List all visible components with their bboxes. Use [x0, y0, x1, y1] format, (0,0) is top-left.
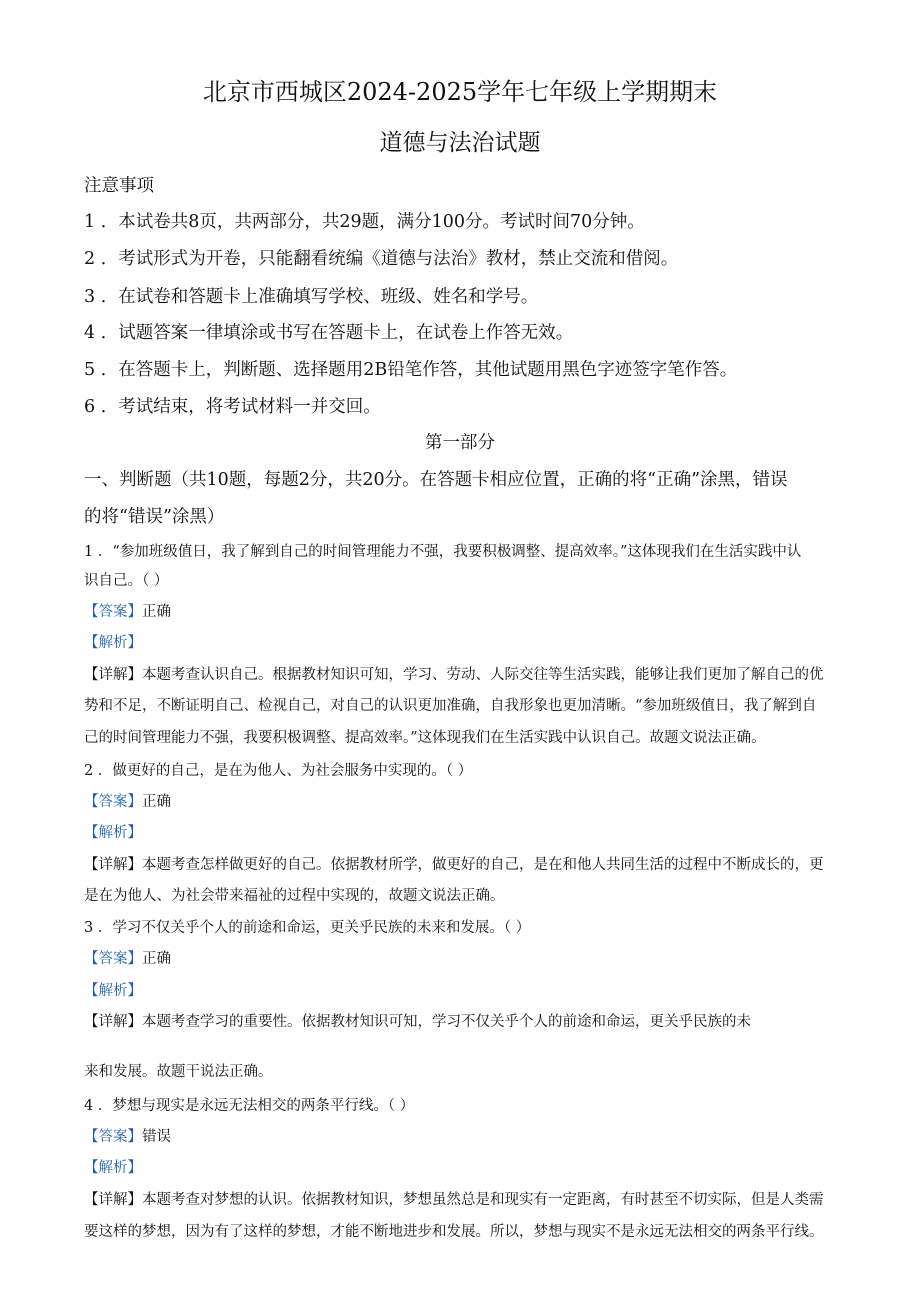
answer-value: 错误 [142, 1129, 171, 1145]
question-3: 3 ．学习不仅关乎个人的前途和命运，更关乎民族的未来和发展。（ ） [84, 920, 531, 936]
detail-row [84, 1188, 824, 1209]
detail-text: 势和不足，不断证明自己、检视自己，对自己的认识更加准确，自我形象也更加清晰。“参加班级值日，我了解到自 [84, 698, 817, 714]
section-heading-line1: 一、判断题（共10题，每题2分，共20分。在答题卡相应位置，正确的将“正确”涂黑，错误 [84, 470, 788, 490]
part-heading: 第一部分 [425, 433, 495, 453]
detail-row [84, 663, 824, 684]
detail-label: 【详解】 [84, 1014, 142, 1030]
answer-row [84, 790, 171, 811]
exam-title: 北京市西城区2024-2025学年七年级上学期期末 [202, 78, 718, 106]
note-item: 6 ．考试结束，将考试材料一并交回。 [84, 397, 381, 417]
note-item: 5 ．在答题卡上，判断题、选择题用2B铅笔作答，其他试题用黑色字迹签字笔作答。 [84, 360, 738, 380]
detail-text: 本题考查学习的重要性。依据教材知识可知，学习不仅关乎个人的前途和命运，更关乎民族的未 [142, 1014, 751, 1030]
question-1-line1: 1 ．“参加班级值日，我了解到自己的时间管理能力不强，我要积极调整、提高效率。”这体现我们在生活实践中认 [84, 544, 802, 560]
notes-heading: 注意事项 [84, 176, 154, 196]
detail-row [84, 1010, 751, 1031]
analysis-label: 【解析】 [84, 635, 142, 651]
answer-label: 【答案】 [84, 794, 142, 810]
detail-text: 己的时间管理能力不强，我要积极调整、提高效率。”这体现我们在生活实践中认识自己。故题文说法正确。 [84, 730, 766, 746]
question-2: 2 ．做更好的自己，是在为他人、为社会服务中实现的。（ ） [84, 763, 473, 779]
answer-row [84, 947, 171, 968]
answer-label: 【答案】 [84, 1129, 142, 1145]
answer-row [84, 1125, 171, 1146]
answer-label: 【答案】 [84, 604, 142, 620]
analysis-label: 【解析】 [84, 983, 142, 999]
analysis-label: 【解析】 [84, 825, 142, 841]
detail-text: 要这样的梦想，因为有了这样的梦想，才能不断地进步和发展。所以，梦想与现实不是永远无法相交的两条平行线。 [84, 1224, 824, 1240]
note-item: 2 ．考试形式为开卷，只能翻看统编《道德与法治》教材，禁止交流和借阅。 [84, 249, 679, 269]
note-item: 3 ．在试卷和答题卡上准确填写学校、班级、姓名和学号。 [84, 287, 539, 307]
detail-label: 【详解】 [84, 1192, 142, 1208]
note-item: 4 ．试题答案一律填涂或书写在答题卡上，在试卷上作答无效。 [84, 323, 574, 343]
note-item: 1 ．本试卷共8页，共两部分，共29题，满分100分。考试时间70分钟。 [84, 212, 645, 232]
analysis-label: 【解析】 [84, 1160, 142, 1176]
detail-row [84, 853, 824, 874]
question-4: 4 ．梦想与现实是永远无法相交的两条平行线。（ ） [84, 1098, 415, 1114]
answer-value: 正确 [142, 951, 171, 967]
exam-subtitle: 道德与法治试题 [379, 130, 541, 156]
section-heading-line2: 的将“错误”涂黑） [84, 507, 225, 527]
detail-text: 本题考查怎样做更好的自己。依据教材所学，做更好的自己，是在和他人共同生活的过程中不断成长的，更 [142, 857, 824, 873]
detail-text: 本题考查对梦想的认识。依据教材知识，梦想虽然总是和现实有一定距离，有时甚至不切实际，但是人类需 [142, 1192, 824, 1208]
answer-row [84, 600, 171, 621]
detail-text: 来和发展。故题干说法正确。 [84, 1064, 273, 1080]
answer-value: 正确 [142, 794, 171, 810]
detail-text: 本题考查认识自己。根据教材知识可知，学习、劳动、人际交往等生活实践，能够让我们更加了解自己的优 [142, 667, 824, 683]
detail-label: 【详解】 [84, 667, 142, 683]
detail-label: 【详解】 [84, 857, 142, 873]
detail-text: 是在为他人、为社会带来福祉的过程中实现的，故题文说法正确。 [84, 888, 505, 904]
question-1-line2: 识自己。（ ） [84, 573, 169, 589]
answer-value: 正确 [142, 604, 171, 620]
answer-label: 【答案】 [84, 951, 142, 967]
